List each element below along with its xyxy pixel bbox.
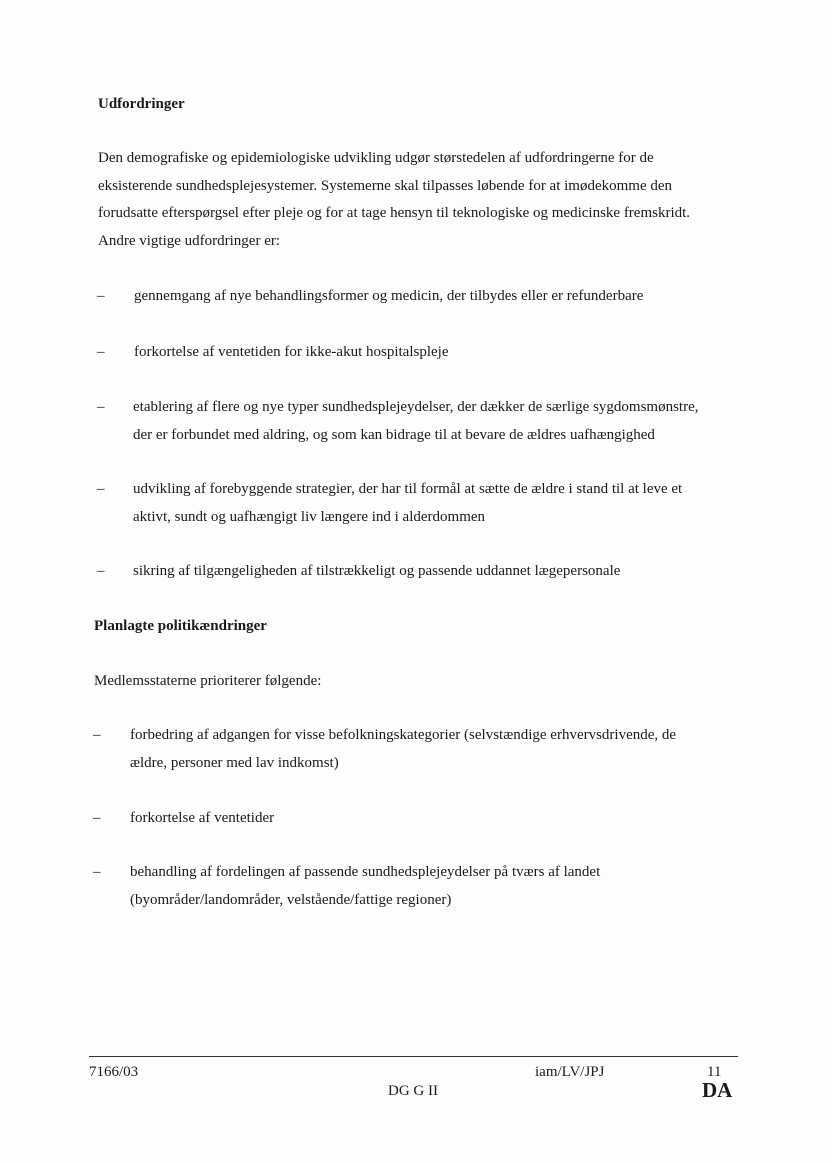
- page-number: 11: [707, 1064, 722, 1080]
- challenge-item: [134, 283, 643, 311]
- bullet-dash: –: [93, 864, 101, 880]
- challenge-item: [133, 558, 620, 586]
- priority-item: [130, 722, 676, 777]
- challenge-item: [133, 394, 699, 449]
- bullet-dash: –: [97, 344, 105, 360]
- item-line: der er forbundet med aldring, og som kan bidrage til at bevare de ældres uafhængighed: [133, 426, 655, 443]
- directorate-general: DG G II: [388, 1083, 438, 1099]
- priority-item: [130, 859, 600, 914]
- section-heading-policy-changes: Planlagte politikændringer: [94, 618, 267, 634]
- intro-line: eksisterende sundhedsplejesystemer. Systemerne skal tilpasses løbende for at imødekomme den: [98, 177, 673, 194]
- language-code: DA: [702, 1078, 733, 1102]
- bullet-dash: –: [93, 810, 101, 826]
- author-initials: iam/LV/JPJ: [535, 1064, 605, 1080]
- bullet-dash: –: [97, 399, 105, 415]
- item-line: forkortelse af ventetiden for ikke-akut hospitalspleje: [134, 344, 449, 360]
- item-line: forbedring af adgangen for visse befolkningskategorier (selvstændige erhvervsdrivende, de: [130, 727, 677, 743]
- challenge-item: [134, 339, 448, 367]
- priority-item: [130, 805, 274, 833]
- intro-line: Den demografiske og epidemiologiske udvikling udgør størstedelen af udfordringerne for de: [98, 150, 654, 166]
- item-line: udvikling af forebyggende strategier, der har til formål at sætte de ældre i stand til at leve et: [133, 481, 683, 497]
- document-reference: 7166/03: [89, 1064, 139, 1080]
- item-line: behandling af fordelingen af passende sundhedsplejeydelser på tværs af landet: [130, 864, 601, 880]
- priorities-intro: Medlemsstaterne prioriterer følgende:: [94, 673, 322, 689]
- item-line: gennemgang af nye behandlingsformer og medicin, der tilbydes eller er refunderbare: [134, 288, 644, 304]
- challenge-item: [133, 476, 682, 531]
- item-line: sikring af tilgængeligheden af tilstrækkeligt og passende uddannet lægepersonale: [133, 563, 621, 579]
- footer-rule: [89, 1056, 738, 1057]
- bullet-dash: –: [97, 288, 105, 304]
- item-line: ældre, personer med lav indkomst): [130, 754, 339, 771]
- bullet-dash: –: [97, 563, 105, 579]
- bullet-dash: –: [93, 727, 101, 743]
- item-line: aktivt, sundt og uafhængigt liv længere ind i alderdommen: [133, 508, 486, 525]
- bullet-dash: –: [97, 481, 105, 497]
- section-heading-challenges: Udfordringer: [98, 96, 185, 112]
- item-line: forkortelse af ventetider: [130, 810, 275, 826]
- intro-line: Andre vigtige udfordringer er:: [98, 232, 281, 249]
- intro-paragraph: [98, 145, 690, 255]
- intro-line: forudsatte efterspørgsel efter pleje og for at tage hensyn til teknologiske og medicinske fremskridt.: [98, 205, 691, 221]
- item-line: (byområder/landområder, velstående/fattige regioner): [130, 891, 452, 908]
- item-line: etablering af flere og nye typer sundhedsplejeydelser, der dækker de særlige sygdomsmønstre,: [133, 399, 699, 415]
